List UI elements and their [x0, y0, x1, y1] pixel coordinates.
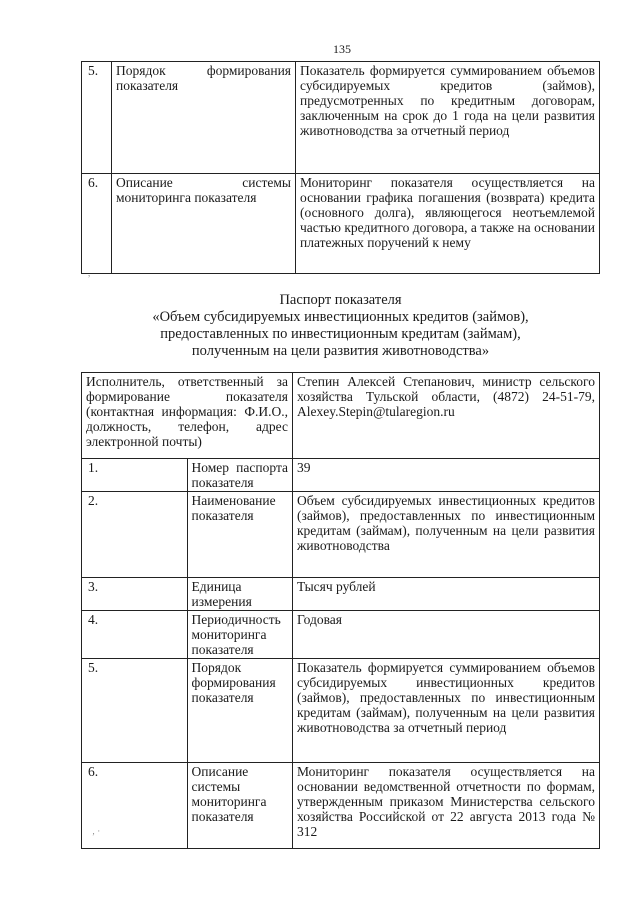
row-number: 5.: [82, 62, 112, 174]
table-row: [82, 459, 600, 492]
table-row: [82, 174, 600, 274]
table-row: [82, 62, 600, 174]
row-label: Порядок формирования показателя: [112, 62, 296, 174]
row-number: 5.: [82, 659, 188, 763]
executor-label: Исполнитель, ответственный за формирование показателя (контактная информация: Ф.И.О., должность, телефон, адрес электронной почты): [82, 373, 293, 459]
scan-mark: ,: [88, 268, 91, 278]
row-value: Тысяч рублей: [293, 578, 600, 611]
row-number: 3.: [82, 578, 188, 611]
row-label: Номер паспорта показателя: [187, 459, 293, 492]
row-label: Описание системы мониторинга показателя: [187, 763, 293, 849]
table-row: [82, 611, 600, 659]
row-label: Наименование показателя: [187, 492, 293, 578]
passport-title: [81, 292, 600, 360]
row-number: 6.: [82, 763, 188, 849]
passport-heading: Паспорт показателя: [279, 292, 402, 308]
table-row: [82, 492, 600, 578]
row-value: Показатель формируется суммированием объемов субсидируемых кредитов (займов), предусмотренных по кредитным договорам, заключенным на срок до 1 года на цели развития животноводства за отчетный период: [296, 62, 600, 174]
page-number: 135: [333, 42, 351, 56]
indicator-passport-table: [81, 372, 600, 849]
passport-subtitle-line: «Объем субсидируемых инвестиционных кредитов (займов),: [152, 309, 529, 325]
executor-value: Степин Алексей Степанович, министр сельского хозяйства Тульской области, (4872) 24-51-79, Alexey.Stepin@tularegion.ru: [293, 373, 600, 459]
table-row: [82, 659, 600, 763]
row-label: Описание системы мониторинга показателя: [112, 174, 296, 274]
passport-subtitle-line: полученным на цели развития животноводства»: [191, 343, 490, 359]
row-number: 6.: [82, 174, 112, 274]
row-value: Мониторинг показателя осуществляется на основании графика погашения (возврата) кредита (основного долга), являющегося неотъемлемой частью кредитного договора, а также на основании платежных поручений к нему: [296, 174, 600, 274]
row-label: Единица измерения: [187, 578, 293, 611]
indicator-table-continued: [81, 61, 600, 274]
passport-subtitle-line: предоставленных по инвестиционным кредитам (займам),: [160, 326, 521, 342]
row-number: 1.: [82, 459, 188, 492]
row-number: 2.: [82, 492, 188, 578]
table-row: [82, 578, 600, 611]
row-value: Показатель формируется суммированием объемов субсидируемых инвестиционных кредитов (займов), предоставленных по инвестиционным кредитам (займам), полученным на цели развития животноводства за отчетный период: [293, 659, 600, 763]
scan-mark: ‚ ·: [92, 826, 101, 836]
row-label: Периодичность мониторинга показателя: [187, 611, 293, 659]
row-number: 4.: [82, 611, 188, 659]
table-row: [82, 373, 600, 459]
row-value: Объем субсидируемых инвестиционных кредитов (займов), предоставленных по инвестиционным кредитам (займам), полученным на цели развития животноводства: [293, 492, 600, 578]
row-label: Порядок формирования показателя: [187, 659, 293, 763]
row-value: Годовая: [293, 611, 600, 659]
row-value: Мониторинг показателя осуществляется на основании ведомственной отчетности по формам, утвержденным приказом Министерства сельского хозяйства Российской от 22 августа 2013 года № 312: [293, 763, 600, 849]
table-row: [82, 763, 600, 849]
row-value: 39: [293, 459, 600, 492]
